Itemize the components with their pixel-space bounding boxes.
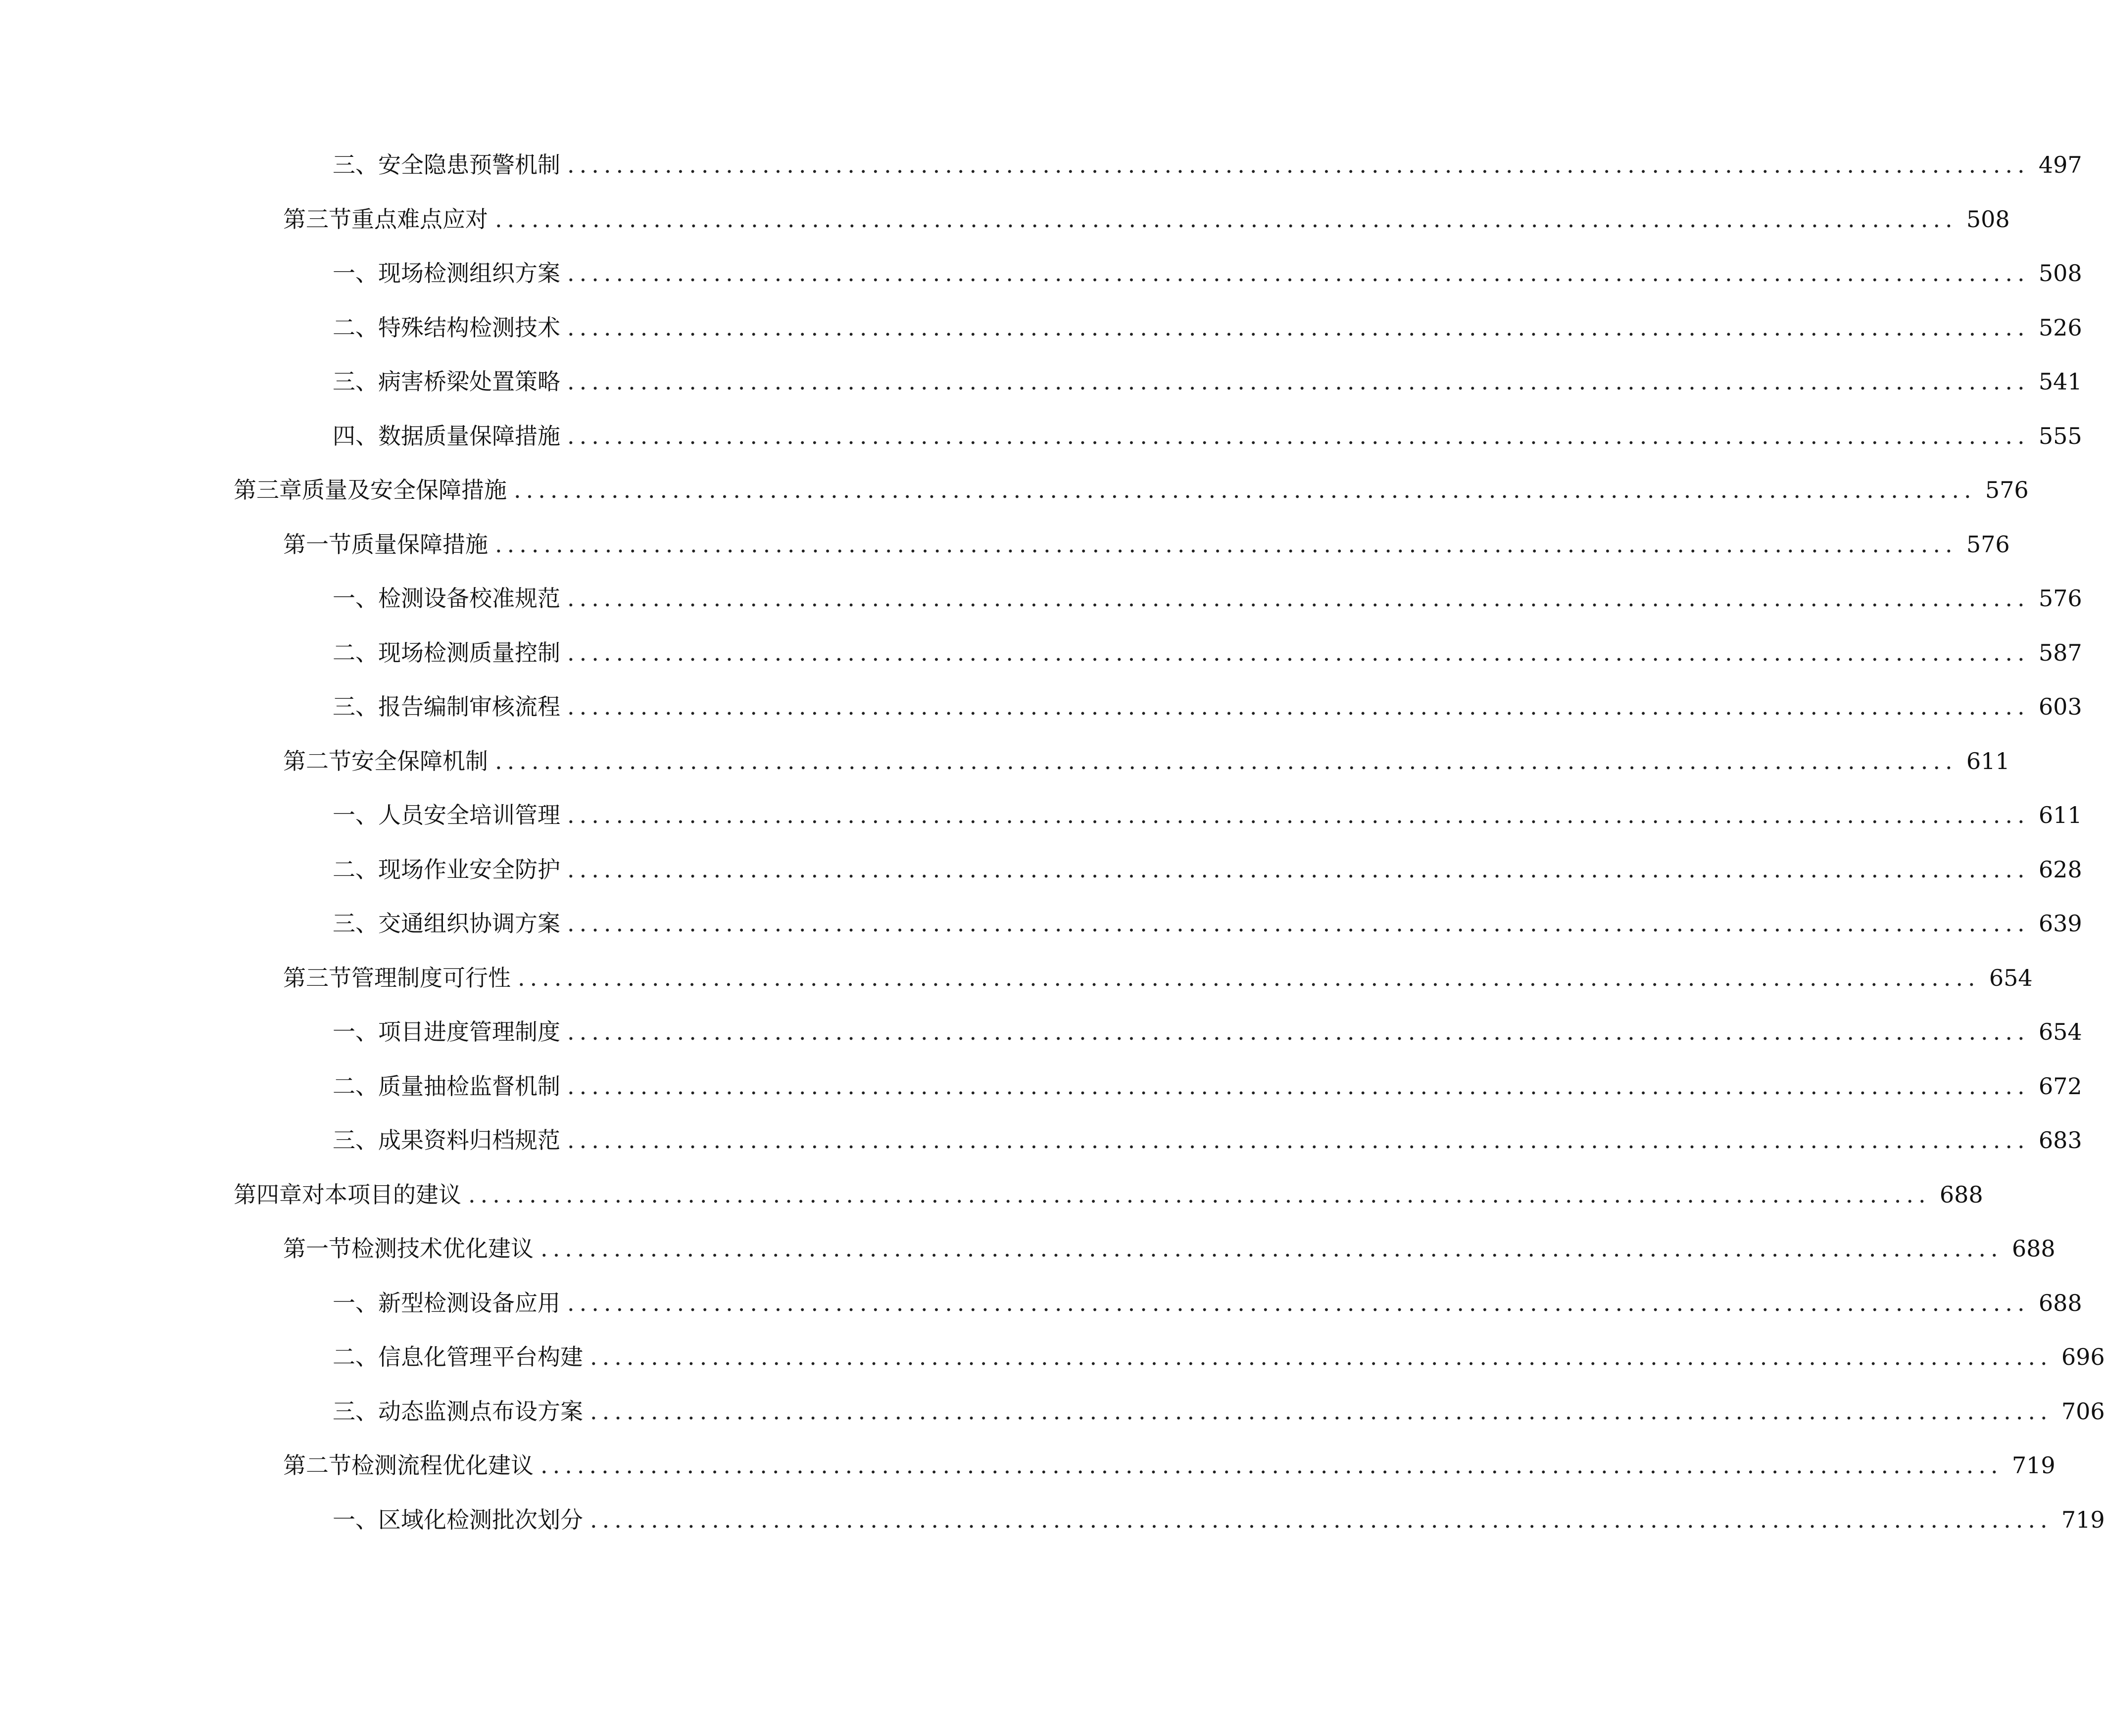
toc-entry-number: 二、 — [333, 314, 378, 341]
toc-dot-leader: ........................................................................................................................ — [567, 856, 2030, 883]
toc-entry[interactable] — [333, 1123, 2082, 1157]
toc-entry[interactable] — [333, 635, 2082, 670]
toc-entry-number: 一、 — [333, 1290, 378, 1316]
toc-entry-title: 现场检测组织方案 — [378, 260, 560, 287]
toc-dot-leader: ........................................................................................................................ — [495, 206, 1958, 233]
toc-dot-leader: ........................................................................................................................ — [567, 423, 2030, 449]
toc-entry[interactable] — [333, 798, 2082, 832]
toc-entry-number: 二、 — [333, 856, 378, 883]
toc-entry[interactable] — [333, 419, 2082, 453]
toc-entry-number: 第三节 — [283, 206, 351, 233]
toc-entry-title: 动态监测点布设方案 — [378, 1398, 583, 1425]
toc-entry-page: 587 — [2038, 639, 2082, 666]
toc-entry[interactable] — [333, 1069, 2082, 1104]
toc-dot-leader: ........................................................................................................................ — [495, 748, 1958, 774]
toc-dot-leader: ........................................................................................................................ — [567, 1127, 2030, 1154]
toc-entry-number: 第一节 — [283, 531, 351, 558]
toc-entry[interactable] — [234, 473, 2029, 507]
toc-entry-title: 现场检测质量控制 — [378, 639, 560, 666]
toc-entry-number: 第三节 — [283, 964, 351, 991]
toc-dot-leader: ........................................................................................................................ — [590, 1398, 2053, 1425]
toc-dot-leader: ........................................................................................................................ — [567, 1073, 2030, 1100]
toc-entry-title: 数据质量保障措施 — [378, 423, 560, 449]
toc-entry-title: 新型检测设备应用 — [378, 1290, 560, 1316]
toc-entry[interactable] — [333, 1014, 2082, 1049]
toc-dot-leader: ........................................................................................................................ — [567, 314, 2030, 341]
toc-entry[interactable] — [333, 147, 2082, 182]
toc-entry-number: 二、 — [333, 639, 378, 666]
toc-dot-leader: ........................................................................................................................ — [540, 1452, 2003, 1479]
toc-dot-leader: ........................................................................................................................ — [567, 151, 2030, 178]
toc-entry-page: 603 — [2038, 693, 2082, 720]
toc-entry-page: 611 — [1966, 748, 2010, 774]
toc-entry-number: 一、 — [333, 1506, 378, 1533]
toc-entry-page: 576 — [1985, 477, 2029, 503]
toc-entry-number: 第一节 — [283, 1235, 351, 1262]
toc-entry-title: 对本项目的建议 — [302, 1181, 461, 1208]
toc-entry[interactable] — [333, 1286, 2082, 1320]
toc-entry-number: 三、 — [333, 1398, 378, 1425]
toc-entry-title: 检测技术优化建议 — [351, 1235, 534, 1262]
toc-entry-page: 576 — [1966, 531, 2010, 558]
toc-entry-title: 现场作业安全防护 — [378, 856, 560, 883]
toc-entry-page: 688 — [1939, 1181, 1983, 1208]
toc-entry-number: 一、 — [333, 585, 378, 612]
toc-entry-number: 三、 — [333, 1127, 378, 1154]
toc-entry-title: 交通组织协调方案 — [378, 910, 560, 937]
toc-entry-title: 安全保障机制 — [351, 748, 488, 774]
toc-entry-page: 508 — [1966, 206, 2010, 233]
toc-entry[interactable] — [333, 906, 2082, 941]
toc-dot-leader: ........................................................................................................................ — [495, 531, 1958, 558]
toc-entry-page: 706 — [2061, 1398, 2105, 1425]
toc-dot-leader: ........................................................................................................................ — [590, 1506, 2053, 1533]
toc-entry-page: 576 — [2038, 585, 2082, 612]
toc-entry-page: 688 — [2011, 1235, 2056, 1262]
toc-dot-leader: ........................................................................................................................ — [567, 802, 2030, 828]
toc-entry-page: 719 — [2011, 1452, 2056, 1479]
toc-entry[interactable] — [283, 1231, 2056, 1266]
toc-entry[interactable] — [333, 1394, 2105, 1429]
toc-dot-leader: ........................................................................................................................ — [567, 693, 2030, 720]
toc-dot-leader: ........................................................................................................................ — [468, 1181, 1931, 1208]
toc-entry-page: 639 — [2038, 910, 2082, 937]
toc-entry[interactable] — [283, 527, 2010, 562]
toc-entry[interactable] — [234, 1177, 1983, 1212]
toc-entry-title: 人员安全培训管理 — [378, 802, 560, 828]
toc-entry-title: 报告编制审核流程 — [378, 693, 560, 720]
toc-entry[interactable] — [333, 310, 2082, 345]
toc-entry[interactable] — [333, 689, 2082, 724]
toc-entry-page: 696 — [2061, 1344, 2105, 1370]
toc-entry-title: 重点难点应对 — [351, 206, 488, 233]
toc-entry-page: 654 — [2038, 1018, 2082, 1045]
toc-entry-page: 541 — [2038, 368, 2082, 395]
toc-dot-leader: ........................................................................................................................ — [514, 477, 1976, 503]
toc-entry-title: 区域化检测批次划分 — [378, 1506, 583, 1533]
toc-entry-number: 三、 — [333, 693, 378, 720]
toc-entry[interactable] — [283, 744, 2010, 778]
toc-entry-page: 508 — [2038, 260, 2082, 287]
toc-entry-page: 628 — [2038, 856, 2082, 883]
toc-entry-number: 第二节 — [283, 1452, 351, 1479]
toc-dot-leader: ........................................................................................................................ — [518, 964, 1980, 991]
toc-entry-number: 三、 — [333, 368, 378, 395]
toc-entry-title: 项目进度管理制度 — [378, 1018, 560, 1045]
toc-entry[interactable] — [283, 1448, 2056, 1483]
toc-dot-leader: ........................................................................................................................ — [567, 368, 2030, 395]
toc-entry-title: 病害桥梁处置策略 — [378, 368, 560, 395]
toc-entry-page: 611 — [2038, 802, 2082, 828]
toc-entry-title: 特殊结构检测技术 — [378, 314, 560, 341]
toc-entry-title: 检测设备校准规范 — [378, 585, 560, 612]
toc-entry-page: 526 — [2038, 314, 2082, 341]
toc-entry-title: 安全隐患预警机制 — [378, 151, 560, 178]
toc-entry-title: 管理制度可行性 — [351, 964, 511, 991]
toc-entry-page: 555 — [2038, 423, 2082, 449]
toc-dot-leader: ........................................................................................................................ — [567, 1290, 2030, 1316]
toc-entry-page: 688 — [2038, 1290, 2082, 1316]
toc-dot-leader: ........................................................................................................................ — [540, 1235, 2003, 1262]
toc-entry-page: 719 — [2061, 1506, 2105, 1533]
toc-entry[interactable] — [333, 581, 2082, 616]
toc-entry-number: 二、 — [333, 1344, 378, 1370]
toc-entry-number: 三、 — [333, 151, 378, 178]
toc-entry-page: 654 — [1989, 964, 2033, 991]
toc-entry-number: 第二节 — [283, 748, 351, 774]
toc-dot-leader: ........................................................................................................................ — [567, 585, 2030, 612]
toc-entry-title: 检测流程优化建议 — [351, 1452, 534, 1479]
toc-entry-title: 成果资料归档规范 — [378, 1127, 560, 1154]
toc-entry-title: 质量抽检监督机制 — [378, 1073, 560, 1100]
toc-entry-page: 497 — [2038, 151, 2082, 178]
toc-entry-number: 一、 — [333, 1018, 378, 1045]
toc-entry[interactable] — [333, 256, 2082, 290]
toc-entry[interactable] — [333, 852, 2082, 887]
toc-entry-page: 683 — [2038, 1127, 2082, 1154]
toc-entry[interactable] — [283, 202, 2010, 237]
toc-entry-number: 四、 — [333, 423, 378, 449]
toc-dot-leader: ........................................................................................................................ — [567, 1018, 2030, 1045]
toc-dot-leader: ........................................................................................................................ — [567, 260, 2030, 287]
toc-entry-number: 一、 — [333, 802, 378, 828]
toc-entry[interactable] — [333, 364, 2082, 399]
toc-entry-title: 质量及安全保障措施 — [302, 477, 507, 503]
toc-entry[interactable] — [283, 961, 2033, 995]
toc-entry[interactable] — [333, 1340, 2105, 1374]
toc-entry-number: 第四章 — [234, 1181, 302, 1208]
toc-entry-page: 672 — [2038, 1073, 2082, 1100]
toc-dot-leader: ........................................................................................................................ — [590, 1344, 2053, 1370]
toc-entry-number: 一、 — [333, 260, 378, 287]
toc-dot-leader: ........................................................................................................................ — [567, 910, 2030, 937]
toc-entry-number: 三、 — [333, 910, 378, 937]
toc-dot-leader: ........................................................................................................................ — [567, 639, 2030, 666]
toc-entry-number: 第三章 — [234, 477, 302, 503]
toc-entry-title: 质量保障措施 — [351, 531, 488, 558]
toc-entry[interactable] — [333, 1502, 2105, 1537]
toc-entry-title: 信息化管理平台构建 — [378, 1344, 583, 1370]
toc-entry-number: 二、 — [333, 1073, 378, 1100]
